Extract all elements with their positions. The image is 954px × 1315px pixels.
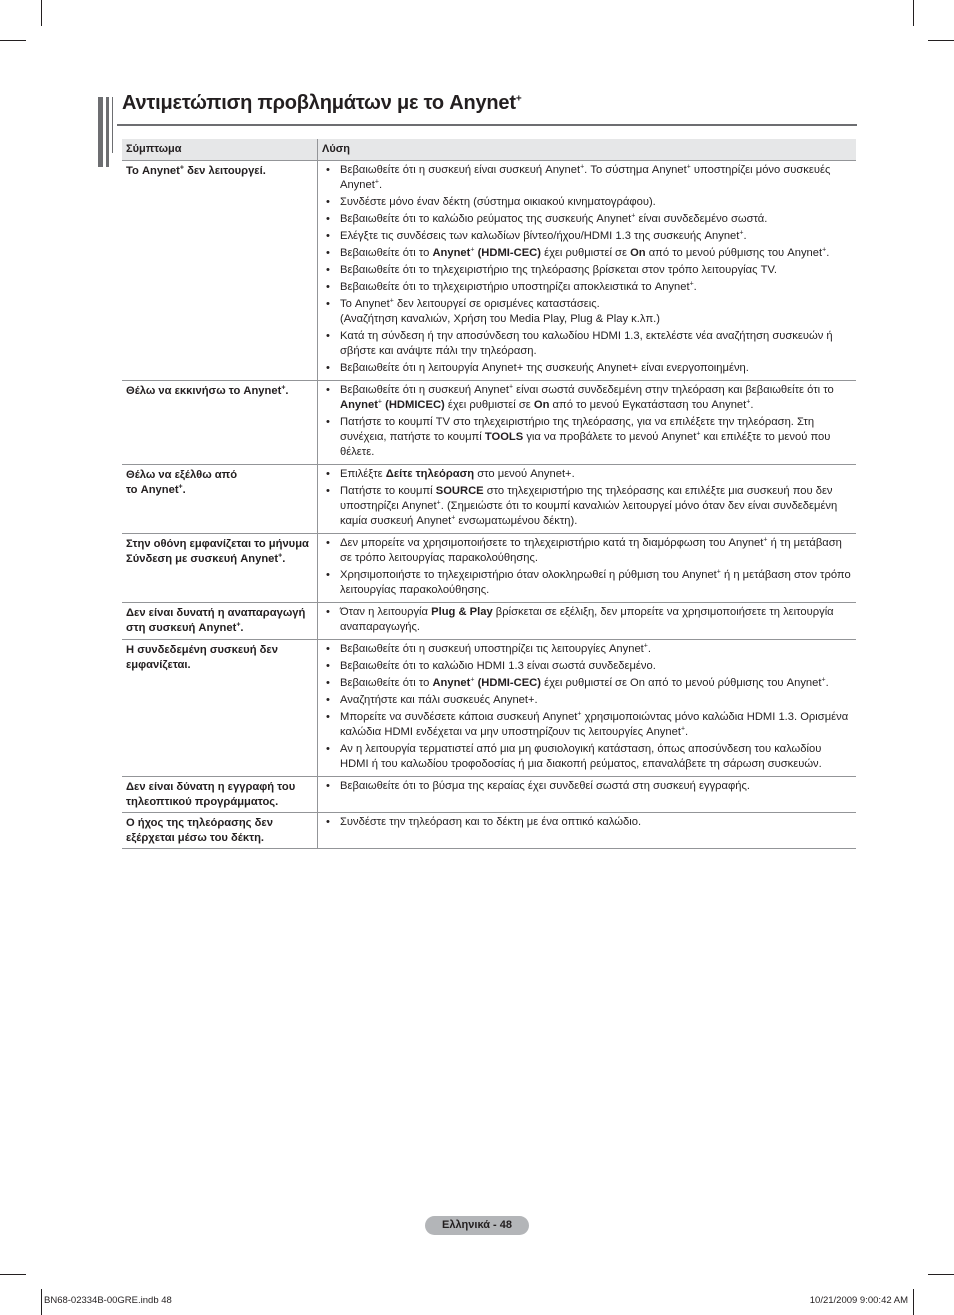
text-segment: . Το σύστημα Anynet	[584, 164, 687, 176]
troubleshooting-table	[122, 139, 856, 849]
solution-list	[324, 815, 852, 830]
solution-item	[324, 568, 852, 598]
title-rule	[117, 124, 857, 126]
text-segment: Το Anynet	[126, 165, 180, 177]
bold-term: Anynet	[432, 677, 471, 689]
text-segment: Βεβαιωθείτε ότι το βύσμα της κεραίας έχει συνδεθεί σωστά στη συσκευή εγγραφής.	[340, 780, 750, 792]
superscript-plus: +	[739, 229, 744, 237]
crop-mark	[913, 1289, 914, 1315]
solution-item	[324, 484, 852, 529]
text-segment: Βεβαιωθείτε ότι το καλώδιο ρεύματος της συσκευής Anynet	[340, 213, 632, 225]
text-segment: Δεν μπορείτε να χρησιμοποιήσετε το τηλεχειριστήριο κατά τη διαμόρφωση του Anynet	[340, 537, 764, 549]
superscript-plus: +	[746, 398, 751, 406]
text-segment: είναι σωστά συνδεδεμένη στην τηλεόραση και βεβαιωθείτε ότι το	[513, 384, 834, 396]
superscript-plus: +	[716, 568, 721, 576]
bold-term: (HDMI-CEC)	[474, 247, 541, 259]
text-segment: (Αναζήτηση καναλιών, Χρήση του Media Play, Plug & Play κ.λπ.)	[340, 313, 660, 325]
text-segment: Αναζητήστε και πάλι συσκευές Anynet+.	[340, 694, 538, 706]
text-segment: Βεβαιωθείτε ότι η συσκευή υποστηρίζει τις λειτουργίες Anynet	[340, 643, 644, 655]
superscript-plus: +	[508, 383, 514, 391]
solution-cell	[318, 534, 857, 603]
table-row	[122, 161, 856, 381]
text-segment: Χρησιμοποιήστε το τηλεχειριστήριο όταν ολοκληρωθεί η ρύθμιση του Anynet	[340, 569, 717, 581]
superscript-plus: +	[470, 676, 475, 684]
text-segment: το Anynet	[126, 484, 179, 496]
superscript-plus: +	[281, 384, 286, 392]
solution-cell	[318, 813, 857, 849]
solution-list	[324, 642, 852, 772]
solution-item	[324, 229, 852, 244]
text-segment: Δεν είναι δύνατη η εγγραφή του τηλεοπτικού προγράμματος.	[126, 781, 296, 808]
text-segment: Θέλω να εξέλθω από	[126, 469, 238, 481]
text-segment: Δεν είναι δυνατή η αναπαραγωγή στη συσκευή Anynet	[126, 607, 306, 634]
superscript-plus: +	[178, 483, 183, 491]
table-row	[122, 777, 856, 813]
text-segment: .	[182, 484, 186, 496]
superscript-plus: +	[763, 536, 768, 544]
table-row	[122, 381, 856, 465]
superscript-plus: +	[377, 398, 383, 406]
superscript-plus: +	[374, 178, 379, 186]
solution-cell	[318, 381, 857, 465]
text-segment: . (Σημειώστε ότι το κουμπί καναλιών λειτουργεί μόνο όταν δεν είναι συνδεδεμένη καμία συσκευή Anynet	[340, 500, 838, 527]
text-segment: Συνδέστε μόνο έναν δέκτη (σύστημα οικιακού κινηματογράφου).	[340, 196, 656, 208]
text-segment: .	[378, 179, 383, 191]
symptom-cell	[122, 813, 318, 849]
text-segment: Κατά τη σύνδεση ή την αποσύνδεση του καλωδίου HDMI 1.3, εκτελέστε νέα αναζήτηση συσκευών ή σβήστε και ανάψτε πάλι την τηλεόραση.	[340, 330, 833, 357]
text-segment: έχει ρυθμιστεί σε	[540, 247, 631, 259]
table-row	[122, 813, 856, 849]
superscript-plus: +	[451, 514, 456, 522]
solution-item	[324, 246, 852, 261]
superscript-plus: +	[821, 676, 826, 684]
text-segment: από το μενού Εγκατάσταση του Anynet	[549, 399, 747, 411]
table-row	[122, 465, 856, 534]
crop-mark	[0, 1274, 26, 1275]
solution-item	[324, 605, 852, 635]
superscript-plus: +	[179, 164, 184, 172]
text-segment: .	[240, 622, 244, 634]
solution-cell	[318, 465, 857, 534]
text-segment: .	[693, 281, 697, 293]
solution-item	[324, 659, 852, 674]
text-segment: από το μενού ρύθμισης του Anynet	[645, 247, 823, 259]
text-segment: και επιλέξτε το μενού που θέλετε.	[340, 431, 831, 458]
solution-list	[324, 779, 852, 794]
text-segment: Βεβαιωθείτε ότι η συσκευή Anynet	[340, 384, 509, 396]
text-segment: βρίσκεται σε εξέλιξη, δεν μπορείτε να χρησιμοποιήσετε τη λειτουργία αναπαραγωγής.	[340, 606, 834, 633]
solution-list	[324, 605, 852, 635]
symptom-cell	[122, 534, 318, 603]
superscript-plus: +	[631, 212, 636, 220]
text-segment: Βεβαιωθείτε ότι το καλώδιο HDMI 1.3 είναι σωστά συνδεδεμένο.	[340, 660, 656, 672]
text-segment: υποστηρίζει μόνο συσκευές Anynet	[340, 164, 831, 191]
superscript-plus: +	[822, 246, 827, 254]
symptom-cell	[122, 465, 318, 534]
text-segment: δεν λειτουργεί.	[183, 165, 266, 177]
text-segment: Συνδέστε την τηλεόραση και το δέκτη με ένα οπτικό καλώδιο.	[340, 816, 642, 828]
solution-item	[324, 195, 852, 210]
text-segment: είναι συνδεδεμένο σωστά.	[635, 213, 768, 225]
text-segment: έχει ρυθμιστεί σε On από το μενού ρύθμισης του Anynet	[540, 677, 822, 689]
footer-file-name: BN68-02334B-00GRE.indb 48	[44, 1295, 172, 1306]
solution-cell	[318, 777, 857, 813]
superscript-plus: +	[577, 710, 582, 718]
page-title: Αντιμετώπιση προβλημάτων με το Anynet+	[122, 92, 522, 114]
solution-item	[324, 536, 852, 566]
crop-mark	[0, 40, 26, 41]
bold-term: TOOLS	[484, 431, 524, 443]
text-segment: Βεβαιωθείτε ότι το τηλεχειριστήριο της τηλεόρασης βρίσκεται στον τρόπο λειτουργίας TV.	[340, 264, 778, 276]
text-segment: Αν η λειτουργία τερματιστεί από μια μη φυσιολογική κατάσταση, όπως αποσύνδεση του καλωδίου HDMI ή του καλωδίου τροφοδοσίας ή μια διακοπή ρεύματος, επαναλάβετε τη σάρωση συσκευών.	[340, 743, 822, 770]
solution-cell	[318, 161, 857, 381]
superscript-plus: +	[580, 163, 585, 171]
symptom-cell	[122, 603, 318, 640]
solution-item	[324, 329, 852, 359]
superscript-plus: +	[680, 725, 686, 733]
solution-item	[324, 263, 852, 278]
solution-list	[324, 467, 852, 529]
bold-term: Δείτε τηλεόραση	[385, 468, 475, 480]
superscript-plus: +	[389, 297, 394, 305]
text-segment: δεν λειτουργεί σε ορισμένες καταστάσεις.	[393, 298, 600, 310]
column-header-solution: Λύση	[318, 139, 857, 161]
text-segment: έχει ρυθμιστεί σε	[444, 399, 534, 411]
table-row	[122, 603, 856, 640]
solution-item	[324, 742, 852, 772]
bold-term: Plug & Play	[431, 606, 493, 618]
crop-mark	[928, 40, 954, 41]
solution-list	[324, 383, 852, 460]
bold-term: Anynet	[340, 399, 378, 411]
solution-item	[324, 693, 852, 708]
solution-item	[324, 163, 852, 193]
text-segment: ή η μετάβαση στον τρόπο λειτουργίας παρακολούθησης.	[340, 569, 851, 596]
text-segment: για να προβάλετε το μενού Anynet	[523, 431, 697, 443]
bold-term: On	[533, 399, 550, 411]
solution-item	[324, 710, 852, 740]
solution-item	[324, 676, 852, 691]
text-segment: Βεβαιωθείτε ότι το	[340, 247, 433, 259]
text-segment: Ελέγξτε τις συνδέσεις των καλωδίων βίντεο/ήχου/HDMI 1.3 της συσκευής Anynet	[340, 230, 740, 242]
solution-item	[324, 779, 852, 794]
text-segment: .	[285, 385, 289, 397]
solution-list	[324, 536, 852, 598]
text-segment: Βεβαιωθείτε ότι η συσκευή είναι συσκευή Anynet	[340, 164, 581, 176]
solution-item	[324, 383, 852, 413]
text-segment: .	[685, 726, 689, 738]
text-segment: Όταν η λειτουργία	[340, 606, 432, 618]
text-segment: Επιλέξτε	[340, 468, 386, 480]
bold-term: Anynet	[432, 247, 471, 259]
solution-item	[324, 642, 852, 657]
solution-item	[324, 280, 852, 295]
text-segment: Βεβαιωθείτε ότι το	[340, 677, 433, 689]
solution-cell	[318, 603, 857, 640]
superscript-plus: +	[643, 642, 648, 650]
solution-cell	[318, 640, 857, 777]
solution-list	[324, 163, 852, 376]
column-header-symptom: Σύμπτωμα	[122, 139, 318, 161]
bold-term: SOURCE	[435, 485, 484, 497]
text-segment: Στην οθόνη εμφανίζεται το μήνυμα Σύνδεση με συσκευή Anynet	[126, 538, 309, 565]
text-segment: .	[826, 247, 830, 259]
footer-timestamp: 10/21/2009 9:00:42 AM	[809, 1295, 908, 1306]
text-segment: Το Anynet	[340, 298, 390, 310]
superscript-plus: +	[696, 430, 701, 438]
text-segment: ενσωματωμένου δέκτη).	[455, 515, 578, 527]
solution-item	[324, 467, 852, 482]
text-segment: Θέλω να εκκινήσω το Anynet	[126, 385, 282, 397]
symptom-cell	[122, 161, 318, 381]
table-body	[122, 161, 856, 849]
superscript-plus: +	[436, 499, 441, 507]
crop-mark	[913, 0, 914, 26]
text-segment: στο μενού Anynet+.	[474, 468, 575, 480]
crop-mark	[41, 0, 42, 26]
solution-item	[324, 415, 852, 460]
bold-term: (HDMI-CEC)	[474, 677, 541, 689]
text-segment: στο τηλεχειριστήριο της τηλεόρασης και επιλέξτε μια συσκευή που δεν υποστηρίζει Anynet	[340, 485, 833, 512]
table-header-row	[122, 139, 856, 161]
table-row	[122, 534, 856, 603]
text-segment: χρησιμοποιώντας μόνο καλώδια HDMI 1.3. Ορισμένα καλώδια HDMI ενδέχεται να μην υποστηρίζουν τις λειτουργίες Anynet	[340, 711, 849, 738]
bold-term: On	[630, 247, 646, 259]
superscript-plus: +	[686, 163, 691, 171]
superscript-plus: +	[470, 246, 475, 254]
symptom-cell	[122, 381, 318, 465]
table-row	[122, 640, 856, 777]
solution-item	[324, 212, 852, 227]
solution-item	[324, 815, 852, 830]
text-segment: Ο ήχος της τηλεόρασης δεν εξέρχεται μέσω του δέκτη.	[126, 817, 273, 844]
solution-item	[324, 297, 852, 327]
superscript-plus: +	[236, 621, 241, 629]
page-number-badge: Ελληνικά - 48	[425, 1216, 529, 1235]
crop-mark	[928, 1274, 954, 1275]
symptom-cell	[122, 777, 318, 813]
text-segment: Πατήστε το κουμπί TV στο τηλεχειριστήριο της τηλεόρασης, για να επιλέξετε την τηλεόραση. Στη συνέχεια, πατήστε το κουμπί	[340, 416, 815, 443]
text-segment: .	[743, 230, 747, 242]
solution-item	[324, 361, 852, 376]
text-segment: Μπορείτε να συνδέσετε κάποια συσκευή Anynet	[340, 711, 578, 723]
text-segment: Η συνδεδεμένη συσκευή δεν εμφανίζεται.	[126, 644, 278, 671]
bold-term: (HDMICEC)	[382, 399, 445, 411]
superscript-plus: +	[689, 280, 694, 288]
text-segment: Βεβαιωθείτε ότι το τηλεχειριστήριο υποστηρίζει αποκλειστικά το Anynet	[340, 281, 690, 293]
superscript-plus: +	[278, 552, 283, 560]
text-segment: .	[750, 399, 754, 411]
text-segment: .	[282, 553, 286, 565]
text-segment: ή τη μετάβαση σε τρόπο λειτουργίας παρακολούθησης.	[340, 537, 842, 564]
text-segment: Βεβαιωθείτε ότι η λειτουργία Anynet+ της συσκευής Anynet+ είναι ενεργοποιημένη.	[340, 362, 749, 374]
text-segment: Πατήστε το κουμπί	[340, 485, 436, 497]
crop-mark	[41, 1289, 42, 1315]
text-segment: .	[647, 643, 651, 655]
symptom-cell	[122, 640, 318, 777]
text-segment: .	[825, 677, 829, 689]
